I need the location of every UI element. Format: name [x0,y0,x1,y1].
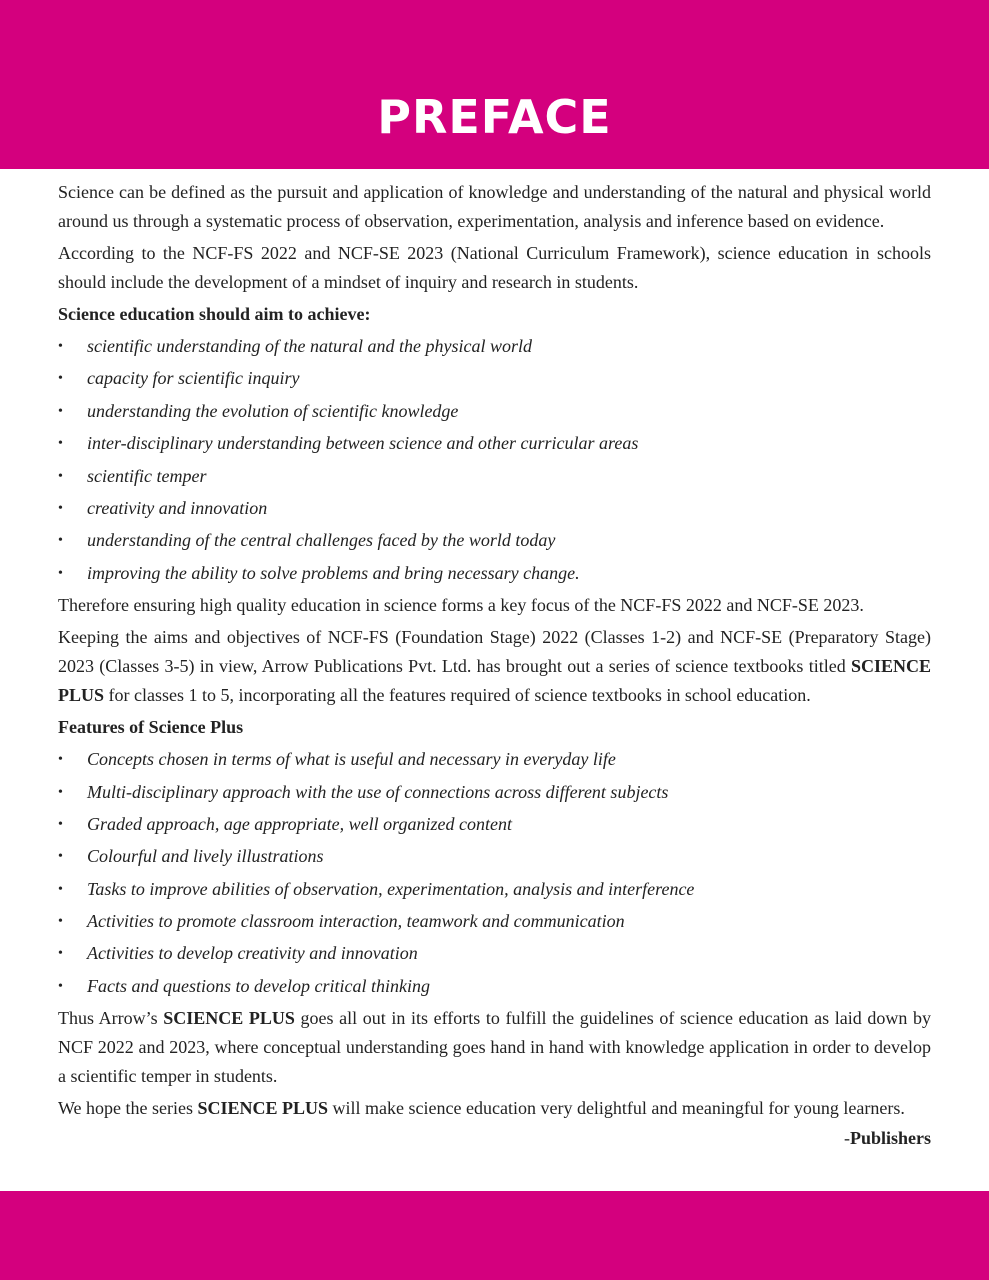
paragraph-focus: Therefore ensuring high quality education in science forms a key focus of the NCF-FS 2022 and NCF-SE 2023. [58,595,864,616]
list-item-text: scientific temper [87,465,207,486]
list-item [58,364,931,393]
summary-text-a: Thus Arrow’s [58,1008,164,1029]
list-item [58,778,931,807]
bullet-icon: • [58,468,63,484]
bullet-icon: • [58,403,63,419]
list-item-text: creativity and innovation [87,497,268,518]
bullet-icon: • [58,339,63,354]
aims-list [58,332,931,588]
paragraph-hope [58,1094,931,1123]
bullet-icon: • [58,849,63,865]
list-item-text: Graded approach, age appropriate, well organized content [87,813,512,834]
summary-series-title: SCIENCE PLUS [163,1008,295,1029]
paragraph-summary [58,1004,931,1091]
list-item [58,462,931,491]
list-item [58,939,931,968]
list-item [58,559,931,588]
list-item-text: scientific understanding of the natural and the physical world [87,336,532,356]
list-item-text: Activities to promote classroom interaction, teamwork and communication [87,911,625,932]
list-item-text: Activities to develop creativity and innovation [87,943,418,964]
hope-text-a: We hope the series [58,1098,198,1119]
list-item [58,526,931,555]
list-item [58,842,931,871]
features-list [58,745,931,1001]
features-heading: Features of Science Plus [58,717,244,738]
summary-text-b: goes all out in its efforts to fulfill the guidelines of science education as laid down by NCF 2022 and 2023, where conceptual understanding goes hand in hand with knowledge application in order to develop a scientific temper in students. [58,1008,931,1087]
bullet-icon: • [58,946,63,962]
bullet-icon: • [58,784,63,800]
hope-series-title: SCIENCE PLUS [197,1098,329,1119]
list-item-text: Tasks to improve abilities of observation, experimentation, analysis and interference [87,878,695,899]
list-item-text: Facts and questions to develop critical thinking [87,975,430,996]
list-item [58,332,931,361]
list-item [58,494,931,523]
list-item [58,429,931,458]
bullet-icon: • [58,816,63,832]
list-item [58,972,931,1001]
list-item [58,907,931,936]
bullet-icon: • [58,565,63,581]
list-item-text: Concepts chosen in terms of what is useful and necessary in everyday life [87,749,616,770]
series-text-b: for classes 1 to 5, incorporating all the features required of science textbooks in school education. [104,685,811,706]
list-item-text: Colourful and lively illustrations [87,846,324,867]
preface-content [58,178,931,1153]
list-item-text: improving the ability to solve problems and bring necessary change. [87,562,580,583]
list-item [58,397,931,426]
list-item-text: understanding of the central challenges faced by the world today [87,530,556,551]
list-item-text: understanding the evolution of scientific knowledge [87,400,459,421]
footer-band [0,1191,989,1280]
hope-text-b: will make science education very delightful and meaningful for young learners. [328,1098,905,1119]
bullet-icon: • [58,752,63,768]
bullet-icon: • [58,533,63,549]
bullet-icon: • [58,500,63,516]
signature-dash: - [843,1128,850,1149]
list-item [58,875,931,904]
list-item [58,745,931,774]
list-item [58,810,931,839]
paragraph-definition: Science can be defined as the pursuit and application of knowledge and understanding of the natural and physical world around us through a systematic process of observation, experimentation, analysis and inference based on evidence. [58,182,931,231]
series-title: SCIENCE PLUS [58,656,931,706]
bullet-icon: • [58,978,63,994]
bullet-icon: • [58,881,63,897]
bullet-icon: • [58,914,63,930]
paragraph-ncf: According to the NCF-FS 2022 and NCF-SE 2023 (National Curriculum Framework), science education in schools should include the development of a mindset of inquiry and research in students. [58,243,931,292]
bullet-icon: • [58,436,63,452]
list-item-text: inter-disciplinary understanding between science and other curricular areas [87,433,639,454]
signature-name: Publishers [849,1128,931,1149]
list-item-text: capacity for scientific inquiry [87,368,300,389]
header-band [0,0,989,169]
paragraph-series [58,623,931,710]
aims-heading: Science education should aim to achieve: [58,304,371,324]
page-title: PREFACE [377,89,612,144]
list-item-text: Multi-disciplinary approach with the use of connections across different subjects [87,781,669,802]
signature [58,1124,931,1153]
series-text-a: Keeping the aims and objectives of NCF-FS (Foundation Stage) 2022 (Classes 1-2) and NCF-SE (Preparatory Stage) 2023 (Classes 3-5) in view, Arrow Publications Pvt. Ltd. has brought out a series of science textbooks titled [58,627,931,677]
bullet-icon: • [58,371,63,387]
